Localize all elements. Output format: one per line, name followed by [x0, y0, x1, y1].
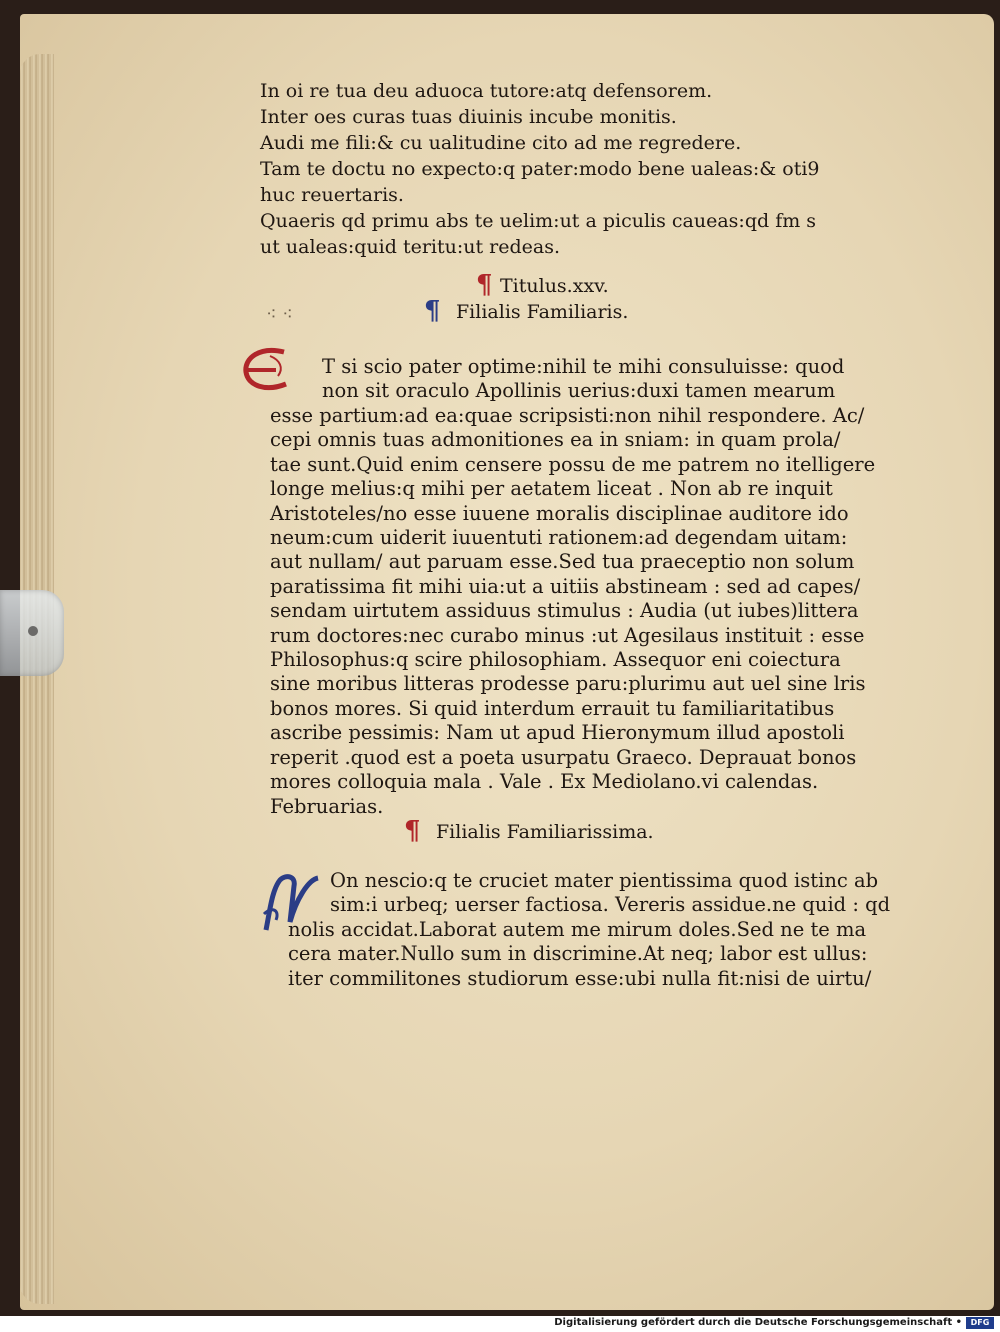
text-line: bonos mores. Si quid interdum errauit tu familiaritatibus: [270, 696, 835, 720]
text-line: reperit .quod est a poeta usurpatu Graeco. Deprauat bonos: [270, 745, 857, 769]
text-line: aut nullam/ aut paruam esse.Sed tua praeceptio non solum: [270, 550, 855, 574]
dfg-logo-icon: DFG: [966, 1317, 994, 1329]
text-line: neum:cum uiderit iuuentuti rationem:ad degendam uitam:: [270, 526, 848, 550]
text-line: iter commilitones studiorum esse:ubi nulla fit:nisi de uirtu/: [288, 966, 872, 990]
text-line: Februarias.: [270, 794, 384, 818]
text-line: Aristoteles/no esse iuuene moralis disciplinae auditore ido: [270, 501, 849, 525]
text-line: ut ualeas:quid teritu:ut redeas.: [260, 236, 561, 258]
page-edges: [20, 54, 54, 1304]
text-line: On nescio:q te cruciet mater pientissima quod istinc ab: [330, 869, 879, 892]
text-line: sim:i urbeq; uerser factiosa. Vereris assidue.ne quid : qd: [330, 893, 891, 917]
decorated-initial-icon: [240, 346, 300, 394]
margin-annotation-icon: ⁖ ⁖: [266, 304, 293, 325]
text-line: tae sunt.Quid enim censere possu de me patrem no itelligere: [270, 452, 876, 476]
text-line: sine moribus litteras prodesse paru:plurimu aut uel sine lris: [270, 672, 866, 696]
paragraph-mark-icon: ¶: [424, 296, 441, 326]
text-line: Quaeris qd primu abs te uelim:ut a piculis caueas:qd fm s: [260, 210, 817, 232]
text-line: paratissima fit mihi uia:ut a uitiis abstineam : sed ad capes/: [270, 574, 861, 598]
text-line: longe melius:q mihi per aetatem liceat . Non ab re inquit: [270, 477, 833, 501]
clasp-rivet-icon: [28, 626, 38, 636]
text-block-3: [288, 918, 871, 991]
text-line: Audi me fili:& cu ualitudine cito ad me regredere.: [260, 132, 742, 154]
text-line: esse partium:ad ea:quae scripsisti:non nihil respondere. Ac/: [270, 404, 865, 427]
text-line: Tam te doctu no expecto:q pater:modo bene ualeas:& oti9: [260, 158, 820, 180]
text-block-2: [270, 404, 875, 819]
text-line: sendam uirtutem assiduus stimulus : Audia (ut iubes)littera: [270, 599, 859, 623]
text-line: Inter oes curas tuas diuinis incube monitis.: [260, 106, 677, 128]
text-line: non sit oraculo Apollinis uerius:duxi tamen mearum: [322, 379, 836, 403]
section-subtitle: Filialis Familiarissima.: [436, 821, 654, 843]
clasp-icon: [0, 590, 64, 676]
text-line: Philosophus:q scire philosophiam. Assequor eni coiectura: [270, 648, 841, 672]
text-line: cepi omnis tuas admonitiones ea in sniam: in quam prola/: [270, 428, 841, 452]
footer-bar: [0, 1316, 1000, 1332]
text-line: huc reuertaris.: [260, 184, 404, 206]
text-line: In oi re tua deu aduoca tutore:atq defensorem.: [260, 80, 713, 102]
funding-credit: Digitalisierung gefördert durch die Deutsche Forschungsgemeinschaft •: [554, 1317, 962, 1328]
text-line: T si scio pater optime:nihil te mihi consuluisse: quod: [322, 355, 845, 378]
paragraph-mark-icon: ¶: [404, 816, 421, 846]
section-subtitle: Filialis Familiaris.: [456, 301, 629, 323]
text-line: ascribe pessimis: Nam ut apud Hieronymum illud apostoli: [270, 721, 845, 745]
text-block-3-first-lines: [330, 869, 890, 918]
text-line: nolis accidat.Laborat autem me mirum doles.Sed ne te ma: [288, 918, 867, 941]
text-block-2-first-lines: [322, 355, 844, 404]
text-line: mores colloquia mala . Vale . Ex Mediolano.vi calendas.: [270, 770, 819, 794]
text-line: cera mater.Nullo sum in discrimine.At neq; labor est ullus:: [288, 942, 868, 966]
text-block-1: [260, 78, 820, 260]
paragraph-mark-icon: ¶: [476, 270, 493, 300]
text-line: rum doctores:nec curabo minus :ut Agesilaus instituit : esse: [270, 623, 865, 647]
section-title: Titulus.xxv.: [500, 275, 609, 297]
